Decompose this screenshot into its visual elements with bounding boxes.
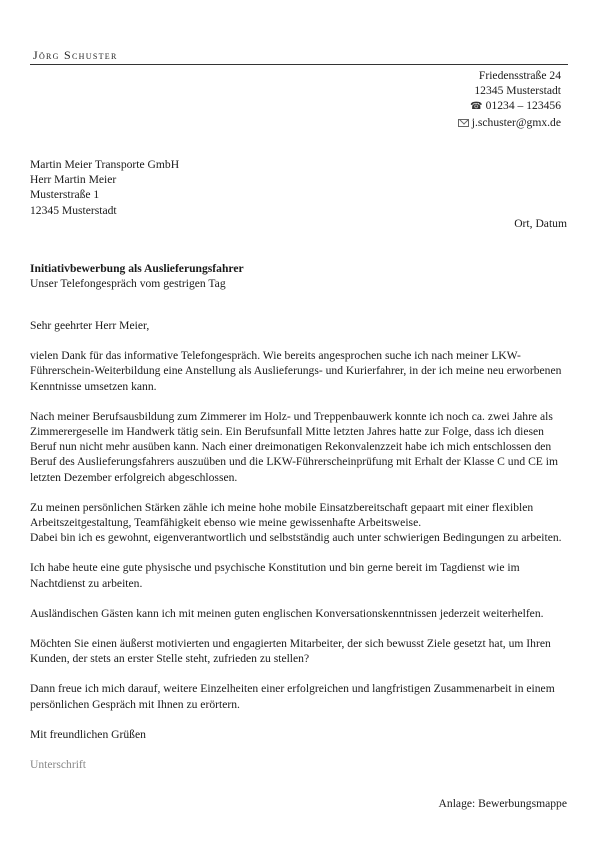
closing: Mit freundlichen Grüßen xyxy=(30,727,146,741)
body-paragraph-3a: Zu meinen persönlichen Stärken zähle ich meine hohe mobile Einsatzbereitschaft gepaart mit einer flexiblen Arbeitszeitgestaltung, Teamfähigkeit ebenso wie meine gewissenhafte Arbeitsweise. xyxy=(30,500,534,530)
letterhead-rule xyxy=(30,64,568,65)
recipient-city: 12345 Musterstadt xyxy=(30,203,117,217)
enclosure-note: Anlage: Bewerbungsmappe xyxy=(438,797,567,810)
sender-street: Friedensstraße 24 xyxy=(478,69,561,82)
body-paragraph-2: Nach meiner Berufsausbildung zum Zimmerer im Holz- und Treppenbauwerk konnte ich noch ca. zwei Jahre als Zimmerergeselle im Handwerk tätig sein. Ein Berufsunfall Mitte letzten Jahres hatte zur Folge, dass ich diesen Beruf nun nicht mehr ausüben kann. Nach einer dreimonatigen Rekonvalenzzeit habe ich mich entschlossen den Beruf des Auslieferungsfahrers auszuüben und die LKW-Führerscheinprüfung mit Erhalt der Klasse C und CE im letzten Dezember erfolgreich abgeschlossen. xyxy=(30,409,559,484)
recipient-address-block xyxy=(30,157,179,218)
body-paragraph-7: Dann freue ich mich darauf, weitere Einzelheiten einer erfolgreichen und langfristigen Zusammenarbeit in einem persönlichen Gespräch mit Ihnen zu erörtern. xyxy=(30,682,555,711)
subject-title: Initiativbewerbung als Auslieferungsfahrer xyxy=(30,262,244,275)
subject-block xyxy=(30,261,244,291)
sender-phone: 01234 – 123456 xyxy=(485,99,561,113)
body-paragraph-4: Ich habe heute eine gute physische und psychische Konstitution und bin gerne bereit im Tagdienst wie im Nachtdienst zu arbeiten. xyxy=(30,561,520,590)
recipient-street: Musterstraße 1 xyxy=(30,188,100,202)
body-paragraph-5: Ausländischen Gästen kann ich mit meinen guten englischen Konversationskenntnissen jederzeit weiterhelfen. xyxy=(30,606,544,620)
letter-body xyxy=(30,318,570,787)
sender-address-block xyxy=(458,68,561,130)
sender-email: j.schuster@gmx.de xyxy=(471,115,561,129)
salutation: Sehr geehrter Herr Meier, xyxy=(30,319,150,332)
subject-reference: Unser Telefongespräch vom gestrigen Tag xyxy=(30,277,226,291)
phone-icon: ☎ xyxy=(470,101,483,113)
sender-city: 12345 Musterstadt xyxy=(474,84,561,98)
place-date: Ort, Datum xyxy=(514,217,567,230)
body-paragraph-6: Möchten Sie einen äußerst motivierten und engagierten Mitarbeiter, der sich bewusst Ziele gesetzt hat, um Ihren Kunden, der stets an erster Stelle steht, zufrieden zu stellen? xyxy=(30,637,551,666)
body-paragraph-1: vielen Dank für das informative Telefongespräch. Wie bereits angesprochen suche ich nach meiner LKW-Führerschein-Weiterbildung eine Anstellung als Auslieferungs- und Kurierfahrer, in der ich meine neu erworbenen Kenntnisse umsetzen kann. xyxy=(30,349,562,393)
body-paragraph-3b: Dabei bin ich es gewohnt, eigenverantwortlich und selbstständig auch unter schwierigen Bedingungen zu arbeiten. xyxy=(30,531,562,545)
envelope-icon xyxy=(458,119,469,127)
recipient-company: Martin Meier Transporte GmbH xyxy=(30,158,180,171)
sender-phone-line xyxy=(458,98,561,114)
recipient-person: Herr Martin Meier xyxy=(30,173,117,187)
sender-email-line xyxy=(458,115,561,130)
signature: Unterschrift xyxy=(30,758,87,772)
body-paragraph-3 xyxy=(30,500,570,546)
sender-name: Jörg Schuster xyxy=(33,48,118,62)
